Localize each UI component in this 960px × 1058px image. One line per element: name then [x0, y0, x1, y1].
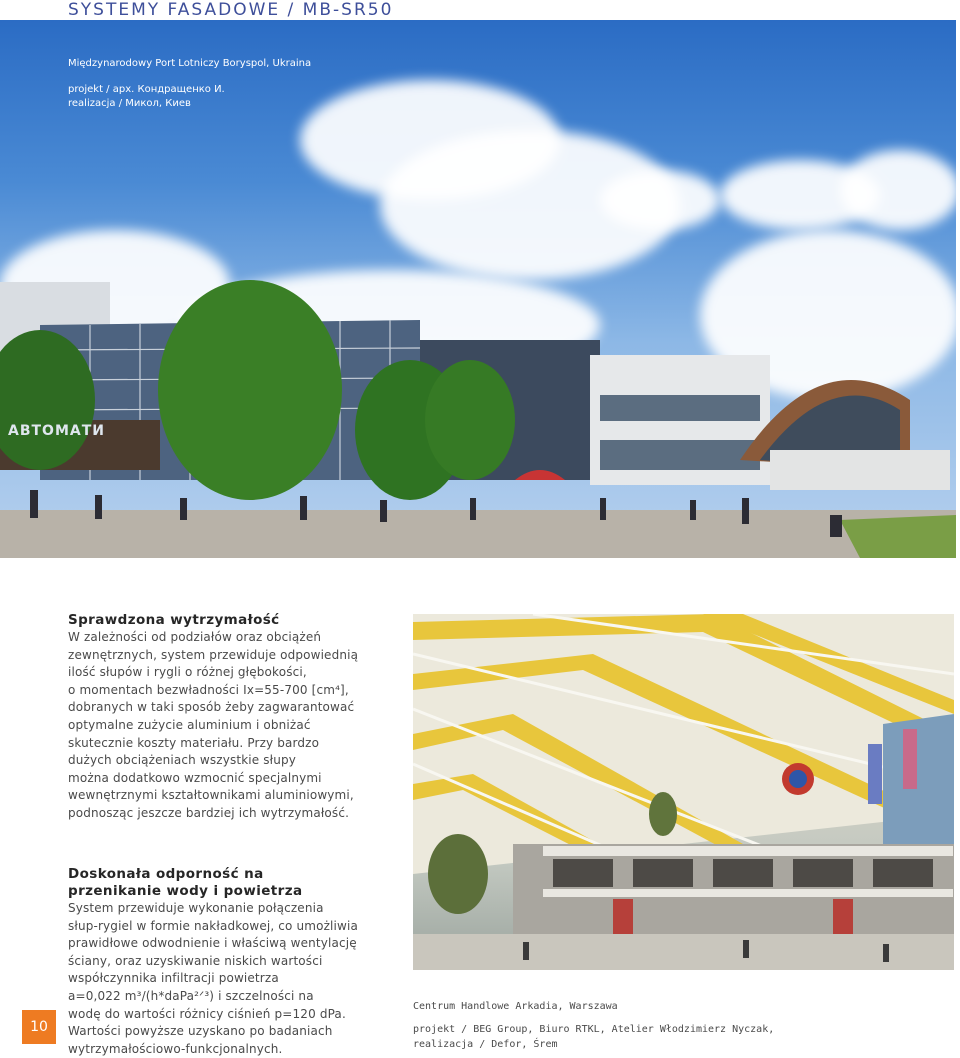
section-water-body: [68, 900, 398, 1058]
body-line: współczynnika infiltracji powietrza: [68, 971, 279, 986]
section-water-heading-line2: przenikanie wody i powietrza: [68, 883, 303, 899]
photo-caption-project: projekt / арх. Кондращенко И.: [68, 84, 225, 95]
body-line: wewnętrznymi kształtownikami aluminiowymi,: [68, 788, 354, 803]
mall-caption-realization: realizacja / Defor, Śrem: [413, 1039, 558, 1050]
body-line: o momentach bezwładności Ix=55-700 [cm⁴],: [68, 682, 349, 697]
body-line: ściany, oraz uzyskiwanie niskich wartości: [68, 953, 323, 968]
body-line: słup-rygiel w formie nakładkowej, co umożliwia: [68, 918, 358, 933]
section-strength: [68, 612, 398, 823]
mall-caption-name: Centrum Handlowe Arkadia, Warszawa: [413, 1001, 618, 1012]
body-line: skutecznie koszty materiału. Przy bardzo: [68, 735, 320, 750]
page-header-title: SYSTEMY FASADOWE / MB-SR50: [68, 0, 394, 20]
body-line: System przewiduje wykonanie połączenia: [68, 901, 324, 915]
page-number-badge: 10: [22, 1010, 56, 1044]
airport-photo: [0, 20, 956, 558]
body-line: zewnętrznych, system przewiduje odpowiednią: [68, 647, 359, 662]
avtomati-sign: АВТОМАТИ: [8, 423, 105, 439]
photo-caption-location: Międzynarodowy Port Lotniczy Boryspol, Ukraina: [68, 58, 312, 69]
photo-caption-realization: realizacja / Микол, Киев: [68, 98, 191, 109]
body-line: można dodatkowo wzmocnić specjalnymi: [68, 770, 322, 785]
body-line: dobranych w taki sposób żeby zagwarantować: [68, 700, 355, 715]
body-line: W zależności od podziałów oraz obciążeń: [68, 630, 322, 644]
mall-interior-photo: [413, 614, 954, 970]
section-strength-heading: Sprawdzona wytrzymałość: [68, 612, 280, 628]
body-line: Wartości powyższe uzyskano po badaniach: [68, 1024, 333, 1039]
glass-roof-illustration: [413, 614, 954, 970]
body-line: prawidłowe odwodnienie i właściwą wentylację: [68, 936, 357, 951]
body-line: optymalne zużycie aluminium i obniżać: [68, 717, 311, 732]
body-line: a=0,022 m³/(h*daPa²ᐟ³) i szczelności na: [68, 988, 314, 1003]
body-line: wodę do wartości różnicy ciśnień p=120 dPa.: [68, 1006, 346, 1021]
section-strength-body: [68, 629, 398, 823]
section-water-resistance: [68, 866, 398, 1058]
mall-caption-project: projekt / BEG Group, Biuro RTKL, Atelier Włodzimierz Nyczak,: [413, 1024, 775, 1035]
body-line: podnosząc jeszcze bardziej ich wytrzymałość.: [68, 805, 350, 820]
body-line: wytrzymałościowo-funkcjonalnych.: [68, 1041, 283, 1056]
body-line: dużych obciążeniach wszystkie słupy: [68, 753, 297, 768]
section-water-heading-line1: Doskonała odporność na: [68, 866, 264, 882]
body-line: ilość słupów i rygli o różnej głębokości,: [68, 665, 307, 680]
